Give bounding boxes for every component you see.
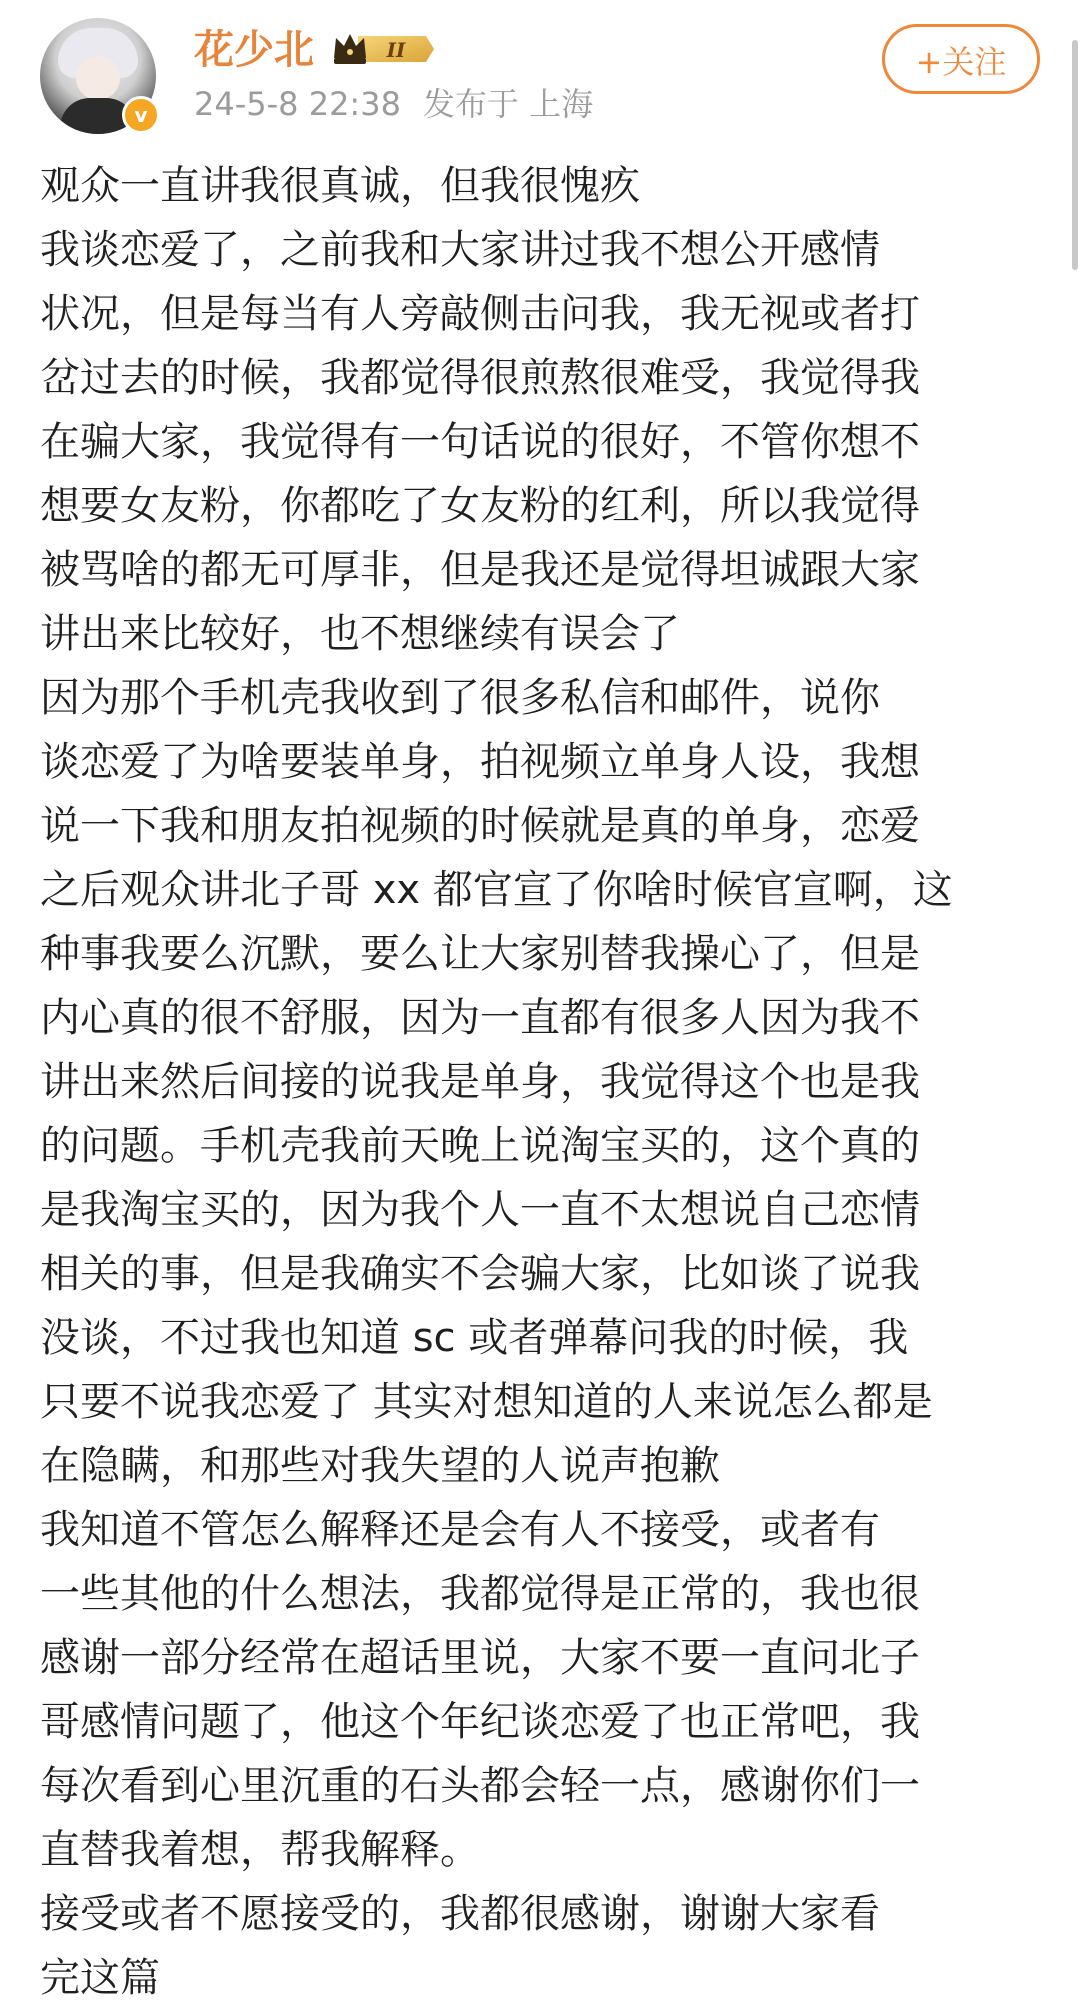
avatar-face	[76, 56, 120, 100]
paragraph-1: 我谈恋爱了，之前我和大家讲过我不想公开感情 状况，但是每当有人旁敲侧击问我，我无视或者打 岔过去的时候，我都觉得很煎熬很难受，我觉得我 在骗大家，我觉得有一句话说的很好，不管你想不 想要女友粉，你都吃了女友粉的红利，所以我觉得 被骂啥的都无可厚非，但是我还是觉得坦诚跟大家 讲出来比较好，也不想继续有误会了	[40, 227, 920, 657]
post-header	[0, 0, 1080, 150]
follow-button[interactable]: +关注	[882, 24, 1040, 94]
post-date: 24-5-8 22:38	[194, 85, 401, 123]
paragraph-title: 观众一直讲我很真诚，但我很愧疚	[40, 163, 640, 209]
scrollbar[interactable]	[1072, 40, 1078, 270]
paragraph-2: 因为那个手机壳我收到了很多私信和邮件，说你 谈恋爱了为啥要装单身，拍视频立单身人设，我想 说一下我和朋友拍视频的时候就是真的单身，恋爱 之后观众讲北子哥 xx 都官宣了你啥时候官宣啊，这 种事我要么沉默，要么让大家别替我操心了，但是 内心真的很不舒服，因为一直都有很多人因为我不 讲出来然后间接的说我是单身，我觉得这个也是我 的问题。手机壳我前天晚上说淘宝买的，这个真的 是我淘宝买的，因为我个人一直不太想说自己恋情 相关的事，但是我确实不会骗大家，比如谈了说我 没谈，不过我也知道 sc 或者弹幕问我的时候，我 只要不说我恋爱了 其实对想知道的人来说怎么都是 在隐瞒，和那些对我失望的人说声抱歉	[40, 675, 953, 1489]
paragraph-4: 接受或者不愿接受的，我都很感谢，谢谢大家看 完这篇	[40, 1891, 880, 2001]
crown-level-badge-icon	[330, 28, 438, 70]
post-meta	[194, 82, 615, 126]
badge-level: II	[386, 38, 406, 62]
post-content	[40, 154, 1040, 2010]
verified-icon: v	[122, 96, 160, 134]
post-location: 发布于 上海	[422, 85, 594, 123]
author-name[interactable]: 花少北	[194, 27, 314, 73]
paragraph-3: 我知道不管怎么解释还是会有人不接受，或者有 一些其他的什么想法，我都觉得是正常的，我也很 感谢一部分经常在超话里说，大家不要一直问北子 哥感情问题了，他这个年纪谈恋爱了也正常吧，我 每次看到心里沉重的石头都会轻一点，感谢你们一 直替我着想，帮我解释。	[40, 1507, 920, 1873]
